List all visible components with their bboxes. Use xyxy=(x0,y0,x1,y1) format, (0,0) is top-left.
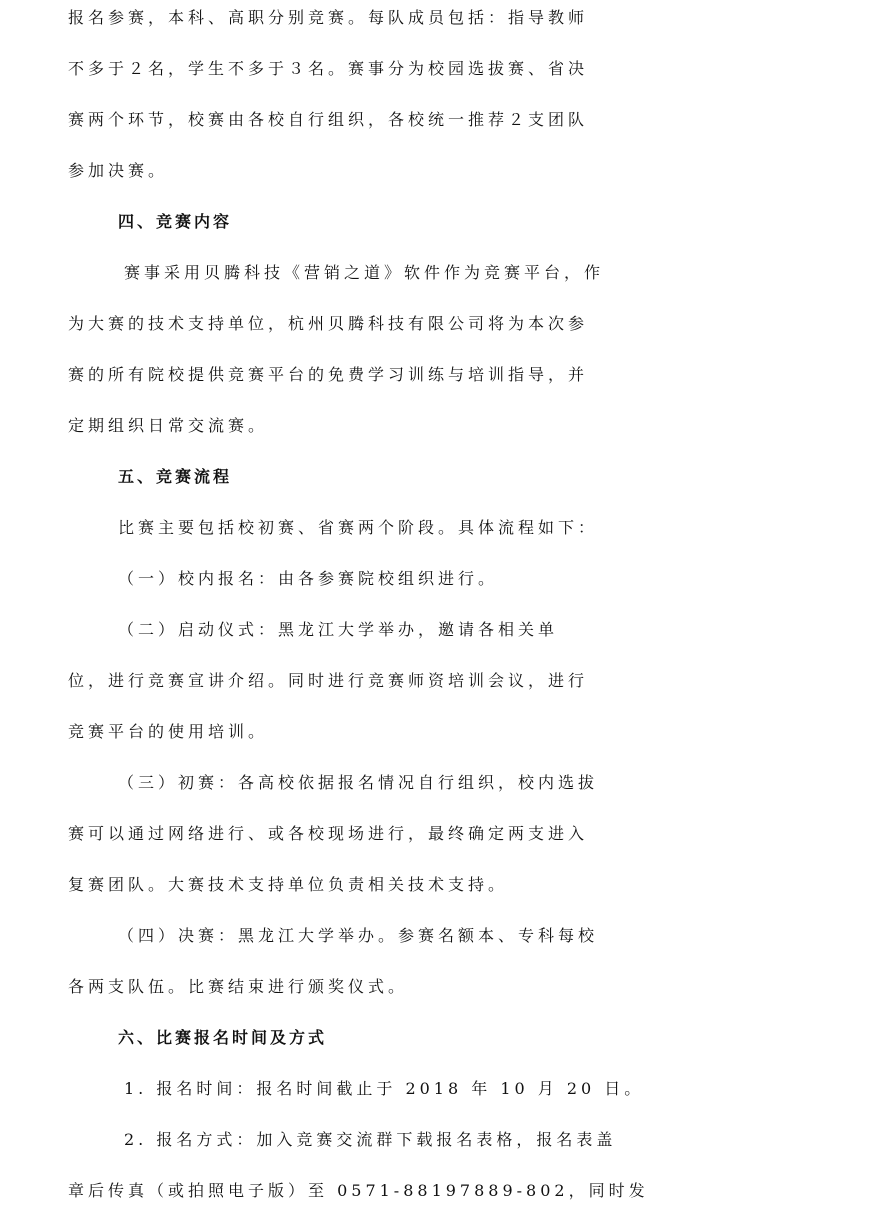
section-heading-4: 四、竞赛内容 xyxy=(118,212,233,231)
text-line-20: 各两支队伍。比赛结束进行颁奖仪式。 xyxy=(68,977,409,996)
text-line-19: （四）决赛：黑龙江大学举办。参赛名额本、专科每校 xyxy=(118,926,599,945)
text-line-23: 2. 报名方式：加入竞赛交流群下载报名表格，报名表盖 xyxy=(124,1130,617,1149)
text-line-9: 定期组织日常交流赛。 xyxy=(68,416,269,435)
text-line-14: 位，进行竞赛宣讲介绍。同时进行竞赛师资培训会议，进行 xyxy=(68,671,589,690)
text-line-6: 赛事采用贝腾科技《营销之道》软件作为竞赛平台，作 xyxy=(124,263,605,282)
text-line-11: 比赛主要包括校初赛、省赛两个阶段。具体流程如下： xyxy=(118,518,599,537)
text-line-2: 不多于２名，学生不多于３名。赛事分为校园选拔赛、省决 xyxy=(68,59,589,78)
text-line-12: （一）校内报名：由各参赛院校组织进行。 xyxy=(118,569,499,588)
text-line-18: 复赛团队。大赛技术支持单位负责相关技术支持。 xyxy=(68,875,509,894)
text-line-8: 赛的所有院校提供竞赛平台的免费学习训练与培训指导，并 xyxy=(68,365,589,384)
text-line-17: 赛可以通过网络进行、或各校现场进行，最终确定两支进入 xyxy=(68,824,589,843)
text-line-7: 为大赛的技术支持单位，杭州贝腾科技有限公司将为本次参 xyxy=(68,314,589,333)
text-line-1: 报名参赛，本科、高职分别竞赛。每队成员包括：指导教师 xyxy=(68,8,589,27)
text-line-3: 赛两个环节，校赛由各校自行组织，各校统一推荐２支团队 xyxy=(68,110,589,129)
section-heading-5: 五、竞赛流程 xyxy=(118,467,233,486)
text-line-15: 竞赛平台的使用培训。 xyxy=(68,722,269,741)
text-line-4: 参加决赛。 xyxy=(68,161,169,180)
text-line-13: （二）启动仪式：黑龙江大学举办，邀请各相关单 xyxy=(118,620,559,639)
text-line-24: 章后传真（或拍照电子版）至 0571-88197889-802，同时发 xyxy=(68,1181,649,1200)
text-line-16: （三）初赛：各高校依据报名情况自行组织，校内选拔 xyxy=(118,773,599,792)
section-heading-6: 六、比赛报名时间及方式 xyxy=(118,1028,328,1047)
text-line-22: 1. 报名时间：报名时间截止于 2018 年 10 月 20 日。 xyxy=(124,1079,645,1098)
